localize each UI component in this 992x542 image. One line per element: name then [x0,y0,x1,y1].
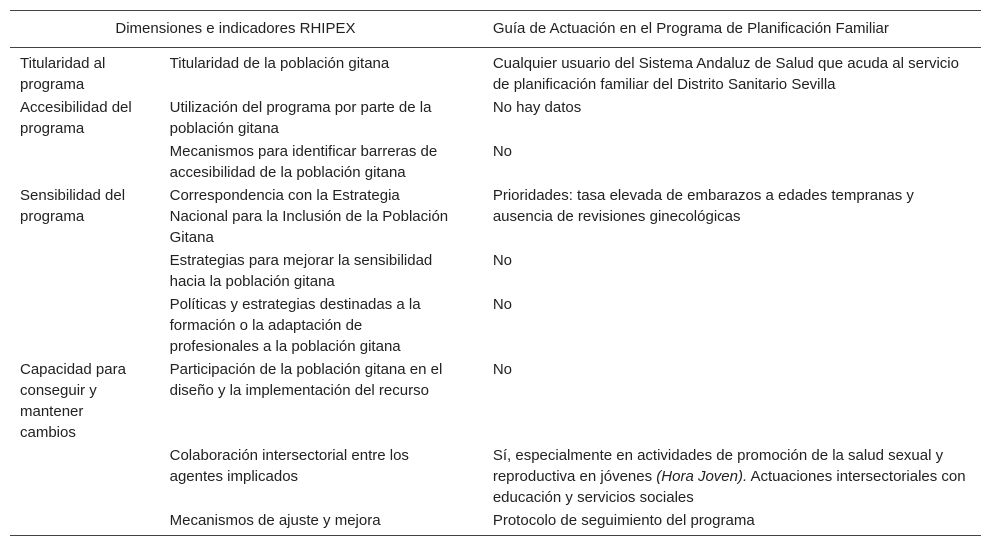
indicator-cell: Correspondencia con la Estrategia Nacional para la Inclusión de la Población Gitana [169,187,449,246]
table-row [10,509,981,536]
table-header [10,11,981,48]
value-italic-text: (Hora Joven). [656,468,748,485]
indicator-cell: Participación de la población gitana en el diseño y la implementación del recurso [169,361,443,399]
table-row [10,293,981,358]
value-text: Sí, especialmente en actividades de promoción de la salud sexual y reproductiva en jóvenes [492,447,944,485]
indicator-cell: Utilización del programa por parte de la población gitana [169,99,432,137]
value-cell: No [492,361,513,378]
dimension-cell [10,509,150,536]
dimension-cell: Titularidad al programa [20,55,106,93]
table-row [10,249,981,293]
value-cell: No hay datos [492,99,582,116]
value-cell: No [492,296,513,313]
table-body [10,48,981,536]
indicator-cell: Mecanismos para identificar barreras de accesibilidad de la población gitana [169,143,438,181]
value-cell: No [492,252,513,269]
dimension-cell: Sensibilidad del programa [20,187,126,225]
value-cell: Protocolo de seguimiento del programa [461,509,981,536]
dimension-cell [10,249,150,293]
value-cell: Prioridades: tasa elevada de embarazos a edades tempranas y ausencia de revisiones ginecológicas [492,187,914,225]
dimension-cell: Accesibilidad del programa [20,99,132,137]
value-text: Actuaciones intersectoriales con educación y servicios sociales [492,468,966,506]
indicator-cell: Estrategias para mejorar la sensibilidad hacia la población gitana [169,252,433,290]
indicator-cell: Políticas y estrategias destinadas a la formación o la adaptación de profesionales a la población gitana [169,296,421,355]
table-row [10,184,981,249]
table-row [10,140,981,184]
dimension-cell [10,293,150,358]
header-dimensions: Dimensiones e indicadores RHIPEX [10,11,461,48]
table-row [10,96,981,140]
rhipex-table [10,10,981,536]
dimension-cell [10,444,150,509]
table-row [10,358,981,444]
value-cell: Cualquier usuario del Sistema Andaluz de Salud que acuda al servicio de planificación familiar del Distrito Sanitario Sevilla [492,55,959,93]
header-row [10,11,981,48]
dimension-cell: Capacidad para conseguir y mantener cambios [20,361,126,441]
header-guide: Guía de Actuación en el Programa de Planificación Familiar [461,11,981,48]
table-row [10,48,981,97]
value-cell: No [492,143,513,160]
table-row [10,444,981,509]
indicator-cell: Colaboración intersectorial entre los agentes implicados [169,447,409,485]
indicator-cell: Titularidad de la población gitana [169,55,390,72]
dimension-cell [10,140,150,184]
value-cell [461,444,981,509]
indicator-cell: Mecanismos de ajuste y mejora [150,509,461,536]
